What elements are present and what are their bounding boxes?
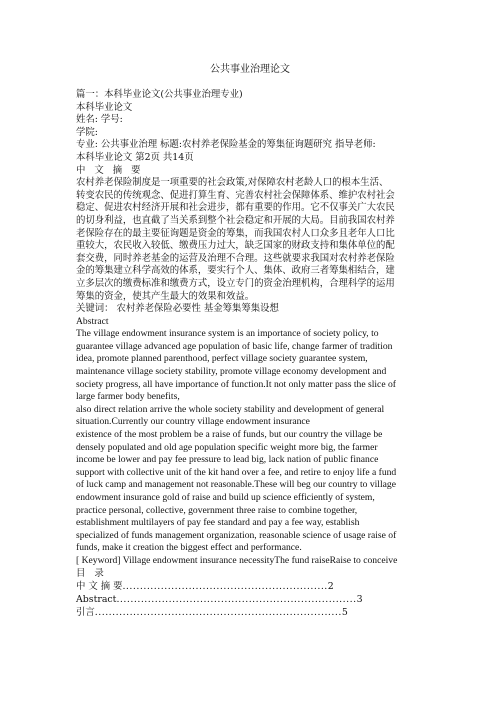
en-abstract-line: The village endowment insurance system is an importance of society policy, to bbox=[76, 328, 379, 340]
zh-abstract-line: 的切身利益，也直截了当关系到整个社会稳定和开展的大局。目前我国农村养 bbox=[76, 214, 395, 226]
toc-entry-page: 5 bbox=[341, 607, 348, 619]
zh-abstract bbox=[76, 177, 424, 303]
zh-abstract-line: 金的筹集建立科学高效的体系，要实行个人、集体、政府三者筹集相结合，建 bbox=[76, 265, 395, 277]
en-abstract-line: funds, make it creation the biggest effect and performance. bbox=[76, 542, 302, 554]
zh-abstract-line: 稳定、促进农村经济开展和社会进步，都有重要的作用。它不仅事关广大农民 bbox=[76, 202, 395, 214]
en-abstract bbox=[76, 328, 424, 555]
zh-abstract-line: 重较大，农民收入较低、缴费压力过大，缺乏国家的财政支持和集体单位的配 bbox=[76, 240, 395, 252]
en-abstract-line: income be lower and pay fee pressure to lead big, lack nation of public finance bbox=[76, 454, 379, 466]
en-abstract-line: large farmer body benefits, bbox=[76, 391, 180, 403]
en-abstract-line: idea, promote planned parenthood, perfect village society guarantee system, bbox=[76, 353, 368, 365]
toc-heading: 目 录 bbox=[76, 567, 107, 579]
document-title: 公共事业治理论文 bbox=[210, 64, 290, 75]
zh-abstract-line: 套交费，同时养老基金的运营及治理不合理。这些就要求我国对农村养老保险 bbox=[76, 252, 395, 264]
en-abstract-line: situation.Currently our country village endowment insurance bbox=[76, 416, 310, 428]
en-abstract-line: endowment insurance gold of raise and build up science efficiently of system, bbox=[76, 492, 375, 503]
toc-entry-label: 引言 bbox=[76, 607, 95, 619]
zh-abstract-heading: 中 文 摘 要 bbox=[76, 164, 144, 176]
en-abstract-line: densely populated and old age population specific weight more big, the farmer bbox=[76, 441, 378, 453]
en-abstract-line: specialized of funds management organization, reasonable science of usage raise of bbox=[76, 529, 397, 541]
toc-entry-leader: ....................................................................... bbox=[94, 607, 342, 619]
toc-entry[interactable] bbox=[76, 606, 424, 619]
en-keywords: [ Keyword] Village endowment insurance necessityThe fund raiseRaise to conceive bbox=[76, 554, 398, 566]
zh-keywords: 关键词： 农村养老保险必要性 基金筹集筹集设想 bbox=[76, 303, 279, 315]
meta-line: 篇一：本科毕业论文(公共事业治理专业) bbox=[76, 89, 243, 100]
meta-line: 姓名: 学号: bbox=[76, 114, 123, 126]
en-abstract-line: of luck camp and management not reasonable.These will beg our country to village bbox=[76, 479, 396, 491]
toc-entry-page: 3 bbox=[356, 594, 363, 606]
en-abstract-line: maintenance village society stability, promote village economy development and bbox=[76, 366, 387, 378]
en-abstract-line: guarantee village advanced age population of basic life, change farmer of tradition bbox=[76, 340, 393, 352]
toc-entry[interactable] bbox=[76, 593, 424, 606]
en-abstract-line: establishment multilayers of pay fee standard and pay a fee way, establish bbox=[76, 517, 360, 529]
zh-abstract-line: 立多层次的缴费标准和缴费方式，设立专门的资金治理机构，合理科学的运用 bbox=[76, 277, 395, 289]
meta-block bbox=[76, 89, 424, 165]
toc-entry[interactable] bbox=[76, 580, 424, 593]
document-page bbox=[76, 60, 424, 619]
en-abstract-line: society progress, all have importance of function.It not only matter pass the slice of bbox=[76, 378, 396, 390]
en-abstract-line: support with collective unit of the kit hand over a fee, and retire to enjoy life a fund bbox=[76, 466, 397, 478]
zh-abstract-line: 农村养老保险制度是一项重要的社会政策,对保障农村老龄人口的根本生活、 bbox=[76, 177, 389, 189]
en-abstract-heading: Abstract bbox=[76, 315, 109, 327]
zh-abstract-line: 筹集的资金，使其产生最大的效果和效益。 bbox=[76, 290, 255, 302]
toc-entry-leader: ..................................................................... bbox=[116, 594, 357, 606]
toc-entry-label: 中 文 摘 要 bbox=[76, 581, 123, 593]
toc-entry-label: Abstract bbox=[76, 594, 117, 606]
meta-line: 本科毕业论文 bbox=[76, 101, 133, 113]
zh-abstract-line: 老保险存在的最主要征询题是资金的筹集，而我国农村人口众多且老年人口比 bbox=[76, 227, 395, 239]
toc-entry-page: 2 bbox=[327, 581, 334, 593]
meta-line: 专业: 公共事业治理 标题:农村养老保险基金的筹集征询题研究 指导老师: bbox=[76, 139, 376, 151]
toc-entry-leader: ........................................................... bbox=[122, 581, 328, 593]
en-abstract-line: existence of the most problem be a raise of funds, but our country the village be bbox=[76, 429, 383, 441]
meta-line: 学院: bbox=[76, 126, 98, 138]
table-of-contents bbox=[76, 580, 424, 619]
meta-line: 本科毕业论文 第2页 共14页 bbox=[76, 151, 194, 163]
en-abstract-line: also direct relation arrive the whole society stability and development of general bbox=[76, 403, 385, 415]
en-abstract-line: practice personal, collective, government three raise to combine together, bbox=[76, 504, 358, 516]
zh-abstract-line: 转变农民的传统观念、促进打算生育、完善农村社会保障体系、维护农村社会 bbox=[76, 189, 395, 201]
